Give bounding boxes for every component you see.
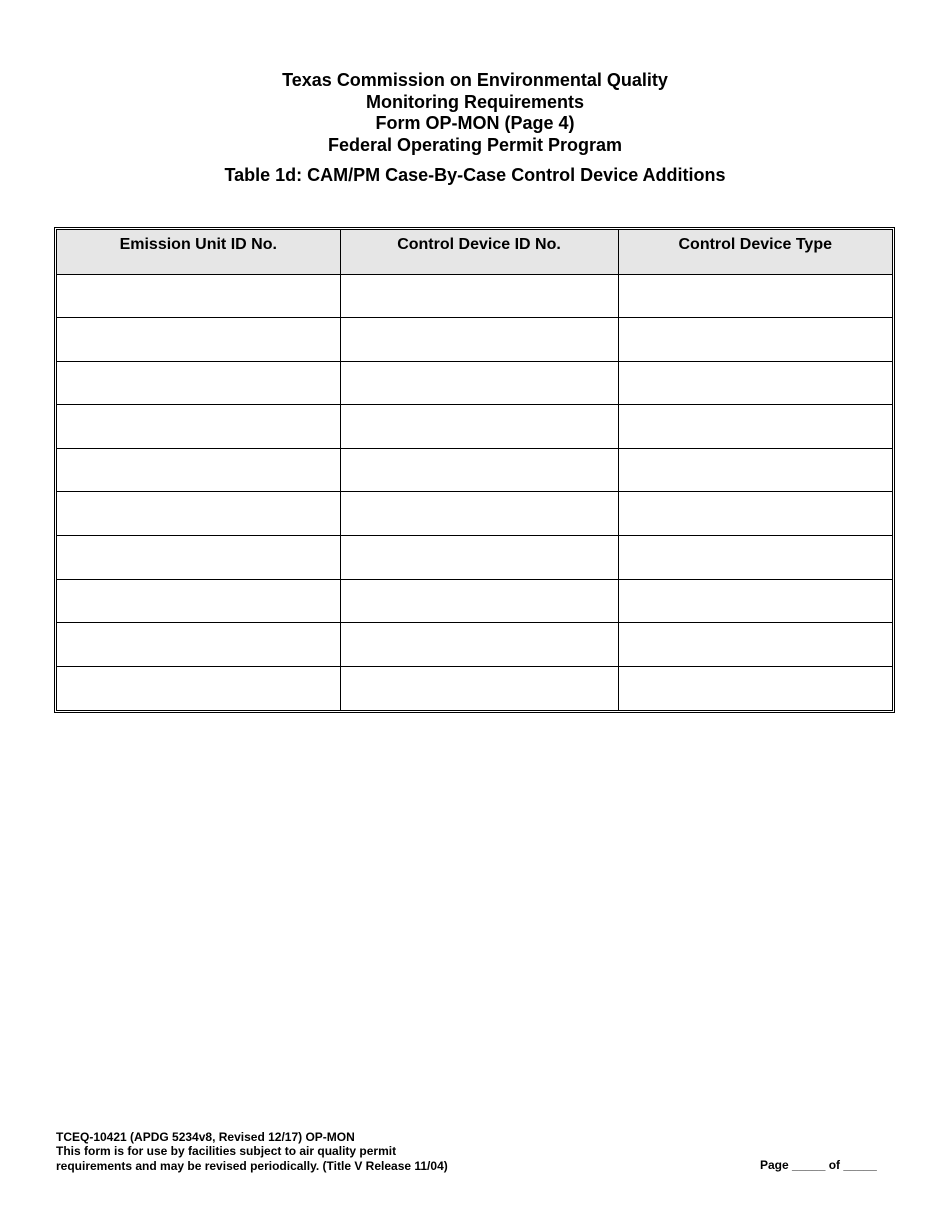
emission-unit-id-cell[interactable] — [57, 405, 340, 449]
emission-unit-id-cell[interactable] — [57, 361, 340, 405]
control-device-type-cell[interactable] — [618, 492, 892, 536]
control-device-type-cell[interactable] — [618, 536, 892, 580]
form-number: Form OP-MON (Page 4) — [375, 113, 575, 133]
agency-name: Texas Commission on Environmental Quality — [282, 70, 668, 90]
table-title: Table 1d: CAM/PM Case-By-Case Control Device Additions — [224, 165, 726, 185]
table-row — [57, 274, 892, 318]
control-device-type-cell[interactable] — [618, 405, 892, 449]
control-device-id-cell[interactable] — [340, 666, 618, 710]
emission-unit-id-cell[interactable] — [57, 666, 340, 710]
footer-usage-note-2: requirements and may be revised periodically. (Title V Release 11/04) — [56, 1158, 448, 1173]
table-header-row — [57, 230, 892, 274]
table-row — [57, 405, 892, 449]
table-row — [57, 492, 892, 536]
control-device-id-cell[interactable] — [340, 448, 618, 492]
control-device-id-cell[interactable] — [340, 623, 618, 667]
column-header-control-device-type: Control Device Type — [618, 230, 892, 274]
emission-unit-id-cell[interactable] — [57, 579, 340, 623]
control-device-id-cell[interactable] — [340, 361, 618, 405]
form-footer — [56, 1130, 448, 1173]
control-device-table — [54, 227, 895, 713]
footer-form-id: TCEQ-10421 (APDG 5234v8, Revised 12/17) OP-MON — [56, 1130, 355, 1144]
control-device-id-cell[interactable] — [340, 579, 618, 623]
control-device-type-cell[interactable] — [618, 666, 892, 710]
emission-unit-id-cell[interactable] — [57, 623, 340, 667]
column-header-control-device-id: Control Device ID No. — [340, 230, 618, 274]
control-device-type-cell[interactable] — [618, 274, 892, 318]
control-device-type-cell[interactable] — [618, 361, 892, 405]
control-device-id-cell[interactable] — [340, 274, 618, 318]
table-row — [57, 361, 892, 405]
control-device-type-cell[interactable] — [618, 579, 892, 623]
emission-unit-id-cell[interactable] — [57, 448, 340, 492]
table-row — [57, 623, 892, 667]
form-subject: Monitoring Requirements — [365, 91, 584, 112]
emission-unit-id-cell[interactable] — [57, 318, 340, 362]
table-row — [57, 318, 892, 362]
table-row — [57, 579, 892, 623]
table-row — [57, 666, 892, 710]
control-device-id-cell[interactable] — [340, 492, 618, 536]
page-number-field: Page _____ of _____ — [760, 1158, 877, 1172]
control-device-type-cell[interactable] — [618, 623, 892, 667]
program-name: Federal Operating Permit Program — [327, 134, 623, 155]
control-device-id-cell[interactable] — [340, 536, 618, 580]
table-row — [57, 448, 892, 492]
control-device-type-cell[interactable] — [618, 448, 892, 492]
footer-usage-note-1: This form is for use by facilities subject to air quality permit — [56, 1144, 397, 1159]
control-device-id-cell[interactable] — [340, 318, 618, 362]
form-header — [0, 70, 950, 156]
table-row — [57, 536, 892, 580]
control-device-type-cell[interactable] — [618, 318, 892, 362]
emission-unit-id-cell[interactable] — [57, 492, 340, 536]
emission-unit-id-cell[interactable] — [57, 274, 340, 318]
column-header-emission-unit-id: Emission Unit ID No. — [57, 230, 340, 274]
emission-unit-id-cell[interactable] — [57, 536, 340, 580]
control-device-id-cell[interactable] — [340, 405, 618, 449]
